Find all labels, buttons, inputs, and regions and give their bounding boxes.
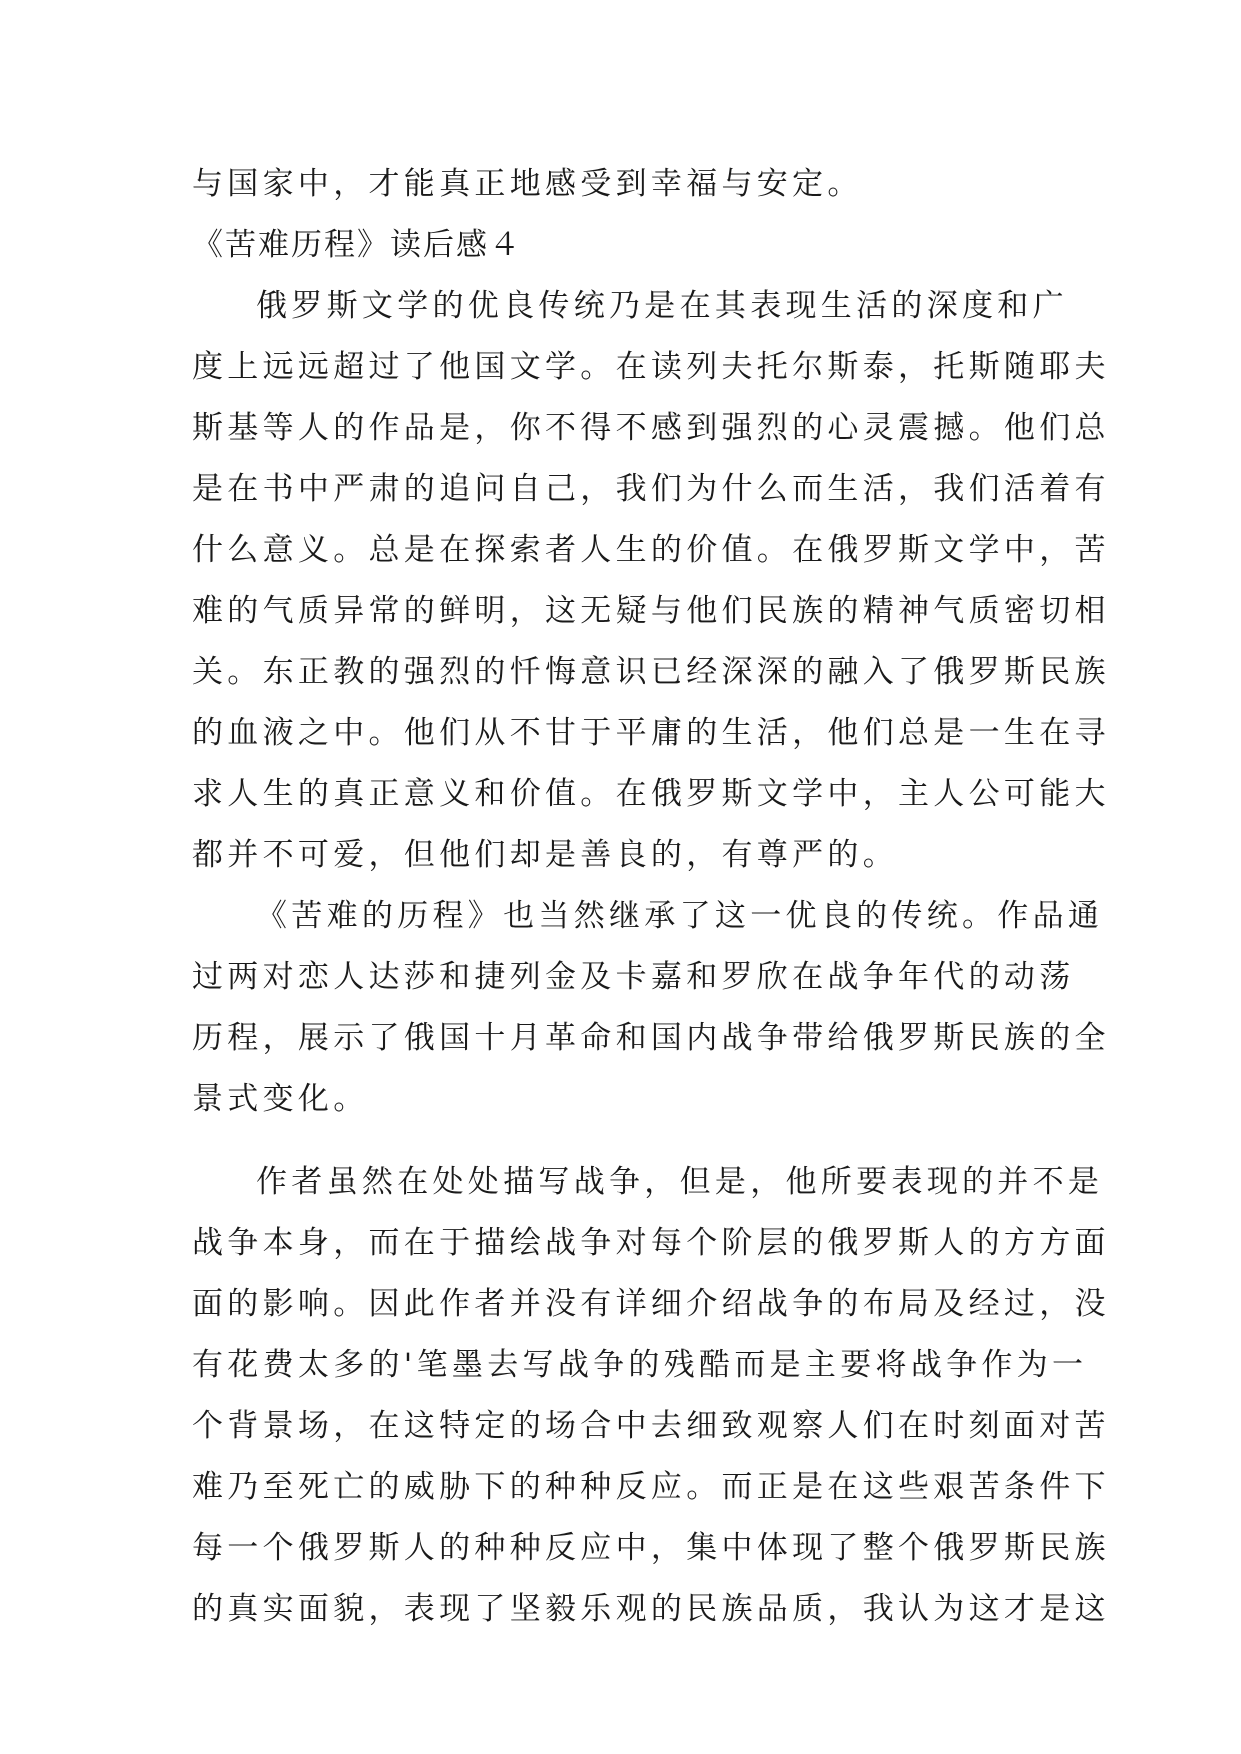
text-line: 斯基等人的作品是，你不得不感到强烈的心灵震撼。他们总 [192,410,1110,446]
paragraph-first-line: 作者虽然在处处描写战争，但是，他所要表现的并不是 [256,1164,1104,1200]
text-line: 的真实面貌，表现了坚毅乐观的民族品质，我认为这才是这 [192,1591,1110,1627]
text-line: 度上远远超过了他国文学。在读列夫托尔斯泰，托斯随耶夫 [192,349,1110,385]
section-heading: 《苦难历程》读后感４ [192,227,522,263]
text-line: 的血液之中。他们从不甘于平庸的生活，他们总是一生在寻 [192,715,1110,751]
text-line: 战争本身，而在于描绘战争对每个阶层的俄罗斯人的方方面 [192,1225,1110,1261]
paragraph-first-line: 俄罗斯文学的优良传统乃是在其表现生活的深度和广 [256,288,1068,324]
text-line: 过两对恋人达莎和捷列金及卡嘉和罗欣在战争年代的动荡 [192,959,1075,995]
text-line: 个背景场，在这特定的场合中去细致观察人们在时刻面对苦 [192,1408,1110,1444]
text-line: 求人生的真正意义和价值。在俄罗斯文学中，主人公可能大 [192,776,1110,812]
paragraph-spacer [192,1130,1052,1152]
text-line: 难的气质异常的鲜明，这无疑与他们民族的精神气质密切相 [192,593,1110,629]
text-line: 都并不可爱，但他们却是善良的，有尊严的。 [192,837,898,873]
text-line: 历程，展示了俄国十月革命和国内战争带给俄罗斯民族的全 [192,1020,1110,1056]
text-line: 与国家中，才能真正地感受到幸福与安定。 [192,166,863,202]
text-line: 是在书中严肃的追问自己，我们为什么而生活，我们活着有 [192,471,1110,507]
document-page [192,154,1110,1640]
text-line: 每一个俄罗斯人的种种反应中，集中体现了整个俄罗斯民族 [192,1530,1110,1566]
text-line: 面的影响。因此作者并没有详细介绍战争的布局及经过，没 [192,1286,1110,1322]
text-line: 关。东正教的强烈的忏悔意识已经深深的融入了俄罗斯民族 [192,654,1110,690]
text-line: 什么意义。总是在探索者人生的价值。在俄罗斯文学中，苦 [192,532,1110,568]
text-line: 有花费太多的'笔墨去写战争的残酷而是主要将战争作为一 [192,1347,1088,1383]
text-line: 景式变化。 [192,1081,369,1117]
paragraph-first-line: 《苦难的历程》也当然继承了这一优良的传统。作品通 [256,898,1104,934]
text-line: 难乃至死亡的威胁下的种种反应。而正是在这些艰苦条件下 [192,1469,1110,1505]
